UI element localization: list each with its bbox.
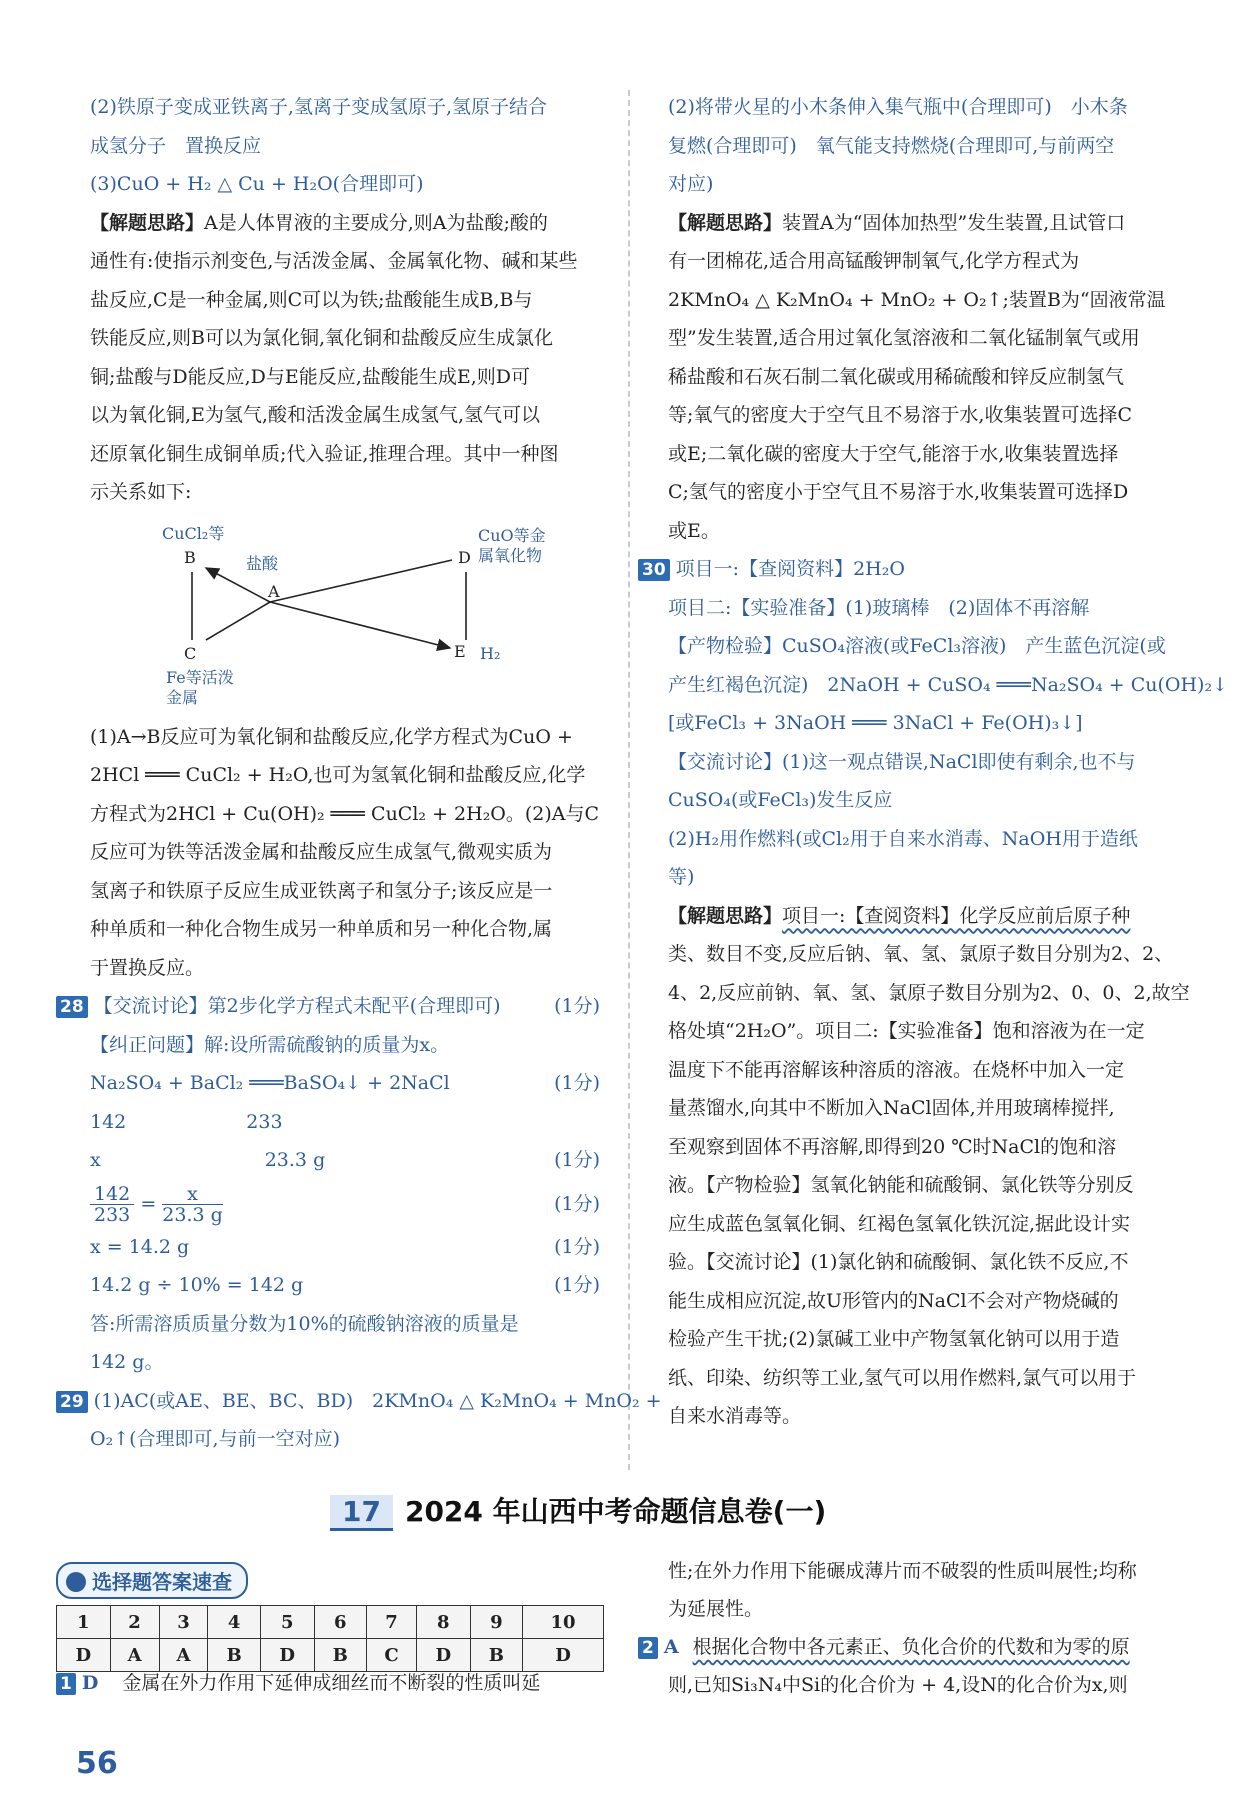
section-heading: 2024 年山西中考命题信息卷(一)	[404, 1495, 827, 1528]
value: 14.2 g ÷ 10% = 142 g	[90, 1274, 304, 1296]
score: (1分)	[554, 1192, 600, 1215]
answer-number: 3	[159, 1606, 208, 1639]
text-line: 纸、印染、纺织等工业,氢气可以用作燃料,氯气可以用于	[668, 1366, 1137, 1389]
node-b: B	[184, 547, 196, 567]
text-line: 对应)	[668, 173, 714, 195]
text-line: 铜;盐酸与D能反应,D与E能反应,盐酸能生成E,则D可	[90, 365, 530, 388]
question-number: 29	[56, 1391, 88, 1413]
answer-number: 2	[110, 1606, 159, 1639]
label-h2: H₂	[480, 643, 501, 663]
question-29	[56, 1382, 662, 1421]
question-30	[638, 550, 1180, 589]
text-line: (1)A→B反应可为氧化铜和盐酸反应,化学方程式为CuO +	[90, 725, 573, 748]
text-line: (2)铁原子变成亚铁离子,氢离子变成氢原子,氢原子结合	[90, 96, 547, 118]
answer-table	[56, 1605, 604, 1672]
text-line: 应生成蓝色氢氧化铜、红褐色氢氧化铁沉淀,据此设计实	[668, 1212, 1131, 1235]
text-line: 项目二:【实验准备】(1)玻璃棒 (2)固体不再溶解	[668, 596, 1090, 619]
score: (1分)	[554, 1072, 600, 1094]
quick-answer-title: 选择题答案速查	[92, 1570, 232, 1594]
text-line: 于置换反应。	[90, 956, 205, 979]
text-line: 【纠正问题】解:设所需硫酸钠的质量为x。	[90, 1033, 450, 1056]
text-line: 反应可为铁等活泼金属和盐酸反应生成氢气,微观实质为	[90, 841, 553, 863]
text-line: 142 g。	[90, 1351, 164, 1373]
section-number: 17	[330, 1495, 393, 1531]
value: 142	[90, 1110, 127, 1133]
text-line: 量蒸馏水,向其中不断加入NaCl固体,并用玻璃棒搅拌,	[668, 1097, 1115, 1119]
answer-letter: D	[260, 1639, 314, 1672]
label-hcl: 盐酸	[246, 553, 279, 573]
numerator: 142	[90, 1184, 134, 1205]
text-line: O₂↑(合理即可,与前一空对应)	[90, 1428, 340, 1450]
answer-number: 1	[57, 1606, 111, 1639]
equation-line: (3)CuO + H₂ △ Cu + H₂O(合理即可)	[90, 173, 424, 195]
label-fe-2: 金属	[166, 687, 199, 707]
page-number: 56	[76, 1746, 118, 1781]
text-line: 为延展性。	[668, 1598, 764, 1620]
solution-tag: 【解题思路】	[90, 211, 205, 234]
solution-tag: 【解题思路】	[668, 211, 783, 234]
answer-number: 7	[367, 1606, 417, 1639]
result-line	[90, 1266, 600, 1305]
node-e: E	[454, 641, 466, 661]
question-1	[56, 1668, 540, 1695]
answer-letter: B	[314, 1639, 367, 1672]
answer-letter: D	[416, 1639, 470, 1672]
mass-line	[90, 1141, 600, 1180]
text-line: 或E。	[668, 519, 720, 542]
answer-letter: D	[57, 1639, 111, 1672]
question-number: 30	[638, 559, 670, 581]
answer-letter: A	[159, 1639, 208, 1672]
text-line: 则,已知Si₃N₄中Si的化合价为 + 4,设N的化合价为x,则	[668, 1674, 1128, 1696]
text-line: 至观察到固体不再溶解,即得到20 ℃时NaCl的饱和溶	[668, 1135, 1117, 1158]
text-span: 项目一:【查阅资料】2H₂O	[675, 558, 905, 580]
text-line: 等;氧气的密度大于空气且不易溶于水,收集装置可选择C	[668, 404, 1132, 426]
answer-number: 4	[208, 1606, 261, 1639]
question-answer: D	[81, 1672, 99, 1694]
answer-number: 9	[470, 1606, 523, 1639]
text-line: 还原氧化铜生成铜单质;代入验证,推理合理。其中一种图	[90, 442, 559, 465]
text-line: 种单质和一种化合物生成另一种单质和另一种化合物,属	[90, 918, 553, 940]
equation: Na₂SO₄ + BaCl₂ ═══BaSO₄↓ + 2NaCl	[90, 1072, 450, 1094]
text-line: 温度下不能再溶解该种溶质的溶液。在烧杯中加入一定	[668, 1058, 1125, 1081]
mass-line	[90, 1103, 600, 1142]
text-line	[668, 897, 1180, 936]
right-column	[642, 88, 1228, 1436]
value: 233	[246, 1110, 283, 1133]
text-line: 液。【产物检验】氢氧化钠能和硫酸铜、氯化铁等分别反	[668, 1174, 1134, 1196]
question-28	[56, 987, 600, 1026]
text-line: C;氢气的密度小于空气且不易溶于水,收集装置可选择D	[668, 481, 1129, 503]
text-line: 验。【交流讨论】(1)氯化钠和硫酸铜、氯化铁不反应,不	[668, 1251, 1129, 1273]
answer-number: 6	[314, 1606, 367, 1639]
label-fe: Fe等活泼	[166, 667, 234, 687]
text-span: (1)AC(或AE、BE、BC、BD) 2KMnO₄ △ K₂MnO₄ + MnO₂ +	[93, 1389, 662, 1412]
answer-number: 5	[260, 1606, 314, 1639]
equation-line: [或FeCl₃ + 3NaOH ═══ 3NaCl + Fe(OH)₃↓]	[668, 712, 1083, 734]
text-line: 以为氧化铜,E为氢气,酸和活泼金属生成氢气,氢气可以	[90, 404, 540, 426]
score: (1分)	[554, 1274, 600, 1296]
text-line: 复燃(合理即可) 氧气能支持燃烧(合理即可,与前两空	[668, 134, 1115, 157]
result-line	[90, 1228, 600, 1267]
text-line: 盐反应,C是一种金属,则C可以为铁;盐酸能生成B,B与	[90, 288, 533, 311]
question-number: 28	[56, 996, 88, 1018]
text-line: 性;在外力作用下能碾成薄片而不破裂的性质叫展性;均称	[668, 1560, 1137, 1582]
fraction-right	[162, 1184, 223, 1225]
value: 23.3 g	[264, 1149, 326, 1171]
answer-number-row	[57, 1606, 604, 1639]
text-line: 等)	[668, 866, 695, 888]
answer-letter: C	[367, 1639, 417, 1672]
node-c: C	[184, 643, 197, 663]
answer-check-icon	[66, 1572, 86, 1592]
denominator: 23.3 g	[162, 1204, 223, 1226]
text-span: A是人体胃液的主要成分,则A为盐酸;酸的	[204, 211, 548, 234]
denominator: 233	[94, 1204, 131, 1226]
numerator: x	[162, 1184, 223, 1205]
text-span: 【交流讨论】第2步化学方程式未配平(合理即可)	[93, 995, 501, 1017]
fraction-left	[90, 1184, 134, 1225]
section-title	[330, 1490, 826, 1531]
text-line: 铁能反应,则B可以为氯化铜,氧化铜和盐酸反应生成氯化	[90, 327, 554, 349]
answer-letter-row	[57, 1639, 604, 1672]
text-line: 能生成相应沉淀,故U形管内的NaCl不会对产物烧碱的	[668, 1289, 1119, 1312]
text-line: 2HCl ═══ CuCl₂ + H₂O,也可为氢氧化铜和盐酸反应,化学	[90, 764, 586, 786]
answer-letter: D	[523, 1639, 604, 1672]
node-d: D	[458, 547, 471, 567]
text-line: 方程式为2HCl + Cu(OH)₂ ═══ CuCl₂ + 2H₂O。(2)A与C	[90, 802, 600, 825]
text-line: 格处填“2H₂O”。项目二:【实验准备】饱和溶液为在一定	[668, 1020, 1145, 1042]
answer-letter: B	[470, 1639, 523, 1672]
equation-line: 2KMnO₄ △ K₂MnO₄ + MnO₂ + O₂↑;装置B为“固液常温	[668, 288, 1166, 311]
reaction-diagram	[150, 520, 570, 710]
question-2	[638, 1628, 1180, 1666]
score: (1分)	[554, 1149, 600, 1171]
bottom-right-column	[642, 1552, 1180, 1704]
text-span: 根据化合物中各元素正、负化合价的代数和为零的原	[692, 1636, 1130, 1658]
text-line: 有一团棉花,适合用高锰酸钾制氧气,化学方程式为	[668, 250, 1080, 272]
text-line: (2)将带火星的小木条伸入集气瓶中(合理即可) 小木条	[668, 96, 1128, 118]
text-line: 氢离子和铁原子反应生成亚铁离子和氢分子;该反应是一	[90, 879, 553, 902]
text-line: 型”发生装置,适合用过氧化氢溶液和二氧化锰制氧气或用	[668, 327, 1140, 349]
text-line: 稀盐酸和石灰石制二氧化碳或用稀硫酸和锌反应制氢气	[668, 365, 1125, 388]
text-line: 成氢分子 置换反应	[90, 134, 262, 157]
text-line	[668, 204, 1180, 243]
text-line: 4、2,反应前钠、氧、氢、氯原子数目分别为2、0、0、2,故空	[668, 981, 1190, 1004]
text-line: 答:所需溶质质量分数为10%的硫酸钠溶液的质量是	[90, 1312, 519, 1335]
equals: =	[140, 1192, 157, 1215]
value: x	[90, 1149, 101, 1171]
text-line: 通性有:使指示剂变色,与活泼金属、金属氧化物、碱和某些	[90, 250, 578, 272]
text-line: 检验产生干扰;(2)氯碱工业中产物氢氧化钠可以用于造	[668, 1328, 1120, 1350]
answer-number: 10	[523, 1606, 604, 1639]
question-answer: A	[663, 1636, 679, 1658]
equation-line	[90, 1064, 600, 1103]
text-line: 【交流讨论】(1)这一观点错误,NaCl即使有剩余,也不与	[668, 750, 1136, 773]
answer-letter: A	[110, 1639, 159, 1672]
label-cuo: CuO等金	[478, 525, 546, 545]
question-number: 1	[56, 1673, 76, 1695]
score: (1分)	[554, 1235, 600, 1258]
quick-answer-header	[56, 1562, 248, 1599]
solution-tag: 【解题思路】	[668, 904, 783, 927]
text-line: 【产物检验】CuSO₄溶液(或FeCl₃溶液) 产生蓝色沉淀(或	[668, 635, 1166, 657]
node-a: A	[268, 581, 280, 601]
text-line: 或E;二氧化碳的密度大于空气,能溶于水,收集装置选择	[668, 442, 1119, 465]
equation-line: 产生红褐色沉淀) 2NaOH + CuSO₄ ═══Na₂SO₄ + Cu(OH)₂↓	[668, 673, 1228, 696]
answer-letter: B	[208, 1639, 261, 1672]
question-number: 2	[638, 1637, 658, 1659]
text-line	[90, 204, 600, 243]
answer-number: 8	[416, 1606, 470, 1639]
text-line: CuSO₄(或FeCl₃)发生反应	[668, 789, 893, 811]
proportion-line	[90, 1180, 600, 1228]
text-span: 装置A为“固体加热型”发生装置,且试管口	[782, 211, 1126, 234]
text-line: (2)H₂用作燃料(或Cl₂用于自来水消毒、NaOH用于造纸	[668, 827, 1138, 850]
score: (1分)	[554, 995, 600, 1017]
text-line: 示关系如下:	[90, 481, 192, 503]
column-divider	[628, 90, 630, 1470]
value: x = 14.2 g	[90, 1235, 190, 1258]
label-cuo-2: 属氧化物	[478, 545, 543, 565]
text-span: 金属在外力作用下延伸成细丝而不断裂的性质叫延	[122, 1672, 541, 1694]
label-cucl2: CuCl₂等	[162, 523, 225, 543]
text-line: 类、数目不变,反应后钠、氧、氢、氯原子数目分别为2、2、	[668, 943, 1174, 965]
text-span: 项目一:【查阅资料】化学反应前后原子种	[782, 904, 1131, 927]
text-line: 自来水消毒等。	[668, 1405, 802, 1427]
